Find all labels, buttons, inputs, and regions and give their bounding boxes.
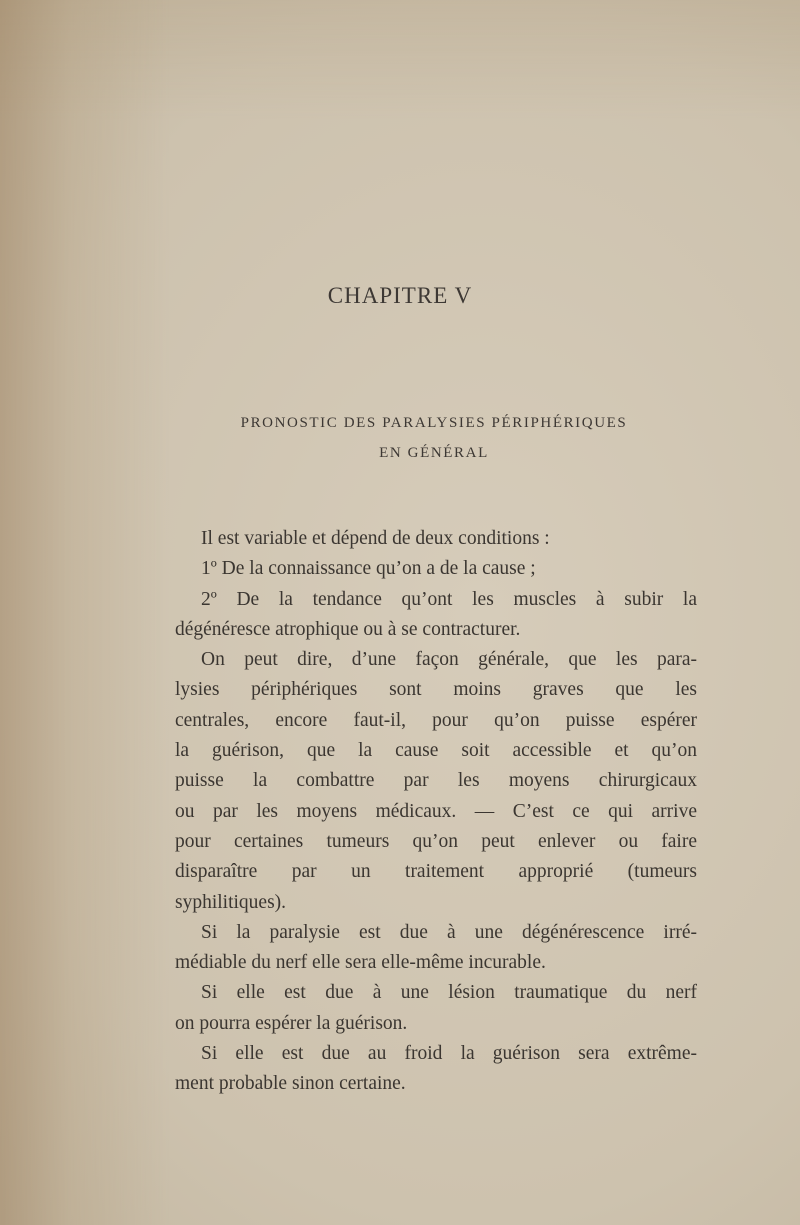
section-title-line-2: EN GÉNÉRAL [379, 445, 489, 461]
paragraph [175, 524, 697, 554]
text-line: centrales, encore faut-il, pour qu’on puisse espérer [175, 709, 697, 731]
paragraph [175, 554, 697, 584]
section-title [0, 408, 800, 468]
text-line: la guérison, que la cause soit accessible et qu’on [175, 740, 697, 762]
paragraph [175, 978, 697, 1039]
text-line: Si la paralysie est due à une dégénérescence irré- [201, 921, 697, 943]
paragraph [175, 585, 697, 646]
chapter-title: CHAPITRE V [327, 283, 473, 308]
text-line: on pourra espérer la guérison. [175, 1012, 408, 1034]
text-line: disparaître par un traitement approprié (tumeurs [175, 861, 697, 883]
section-title-line-1: PRONOSTIC DES PARALYSIES PÉRIPHÉRIQUES [240, 415, 628, 431]
paragraph [175, 918, 697, 979]
text-line: syphilitiques). [175, 891, 287, 913]
text-line: Si elle est due à une lésion traumatique du nerf [201, 982, 697, 1004]
text-line: ment probable sinon certaine. [175, 1073, 406, 1095]
text-line: puisse la combattre par les moyens chirurgicaux [175, 770, 697, 792]
text-line: médiable du nerf elle sera elle-même incurable. [175, 952, 546, 974]
text-line: Il est variable et dépend de deux conditions : [201, 528, 550, 549]
text-line: ou par les moyens médicaux. — C’est ce qui arrive [175, 800, 697, 822]
paragraph [175, 645, 697, 918]
text-line: lysies périphériques sont moins graves que les [175, 679, 697, 701]
text-line: 2º De la tendance qu’ont les muscles à subir la [201, 588, 697, 610]
body-text [175, 524, 697, 1100]
text-line: pour certaines tumeurs qu’on peut enlever ou faire [175, 830, 697, 852]
text-line: Si elle est due au froid la guérison sera extrême- [201, 1043, 697, 1065]
text-line: 1º De la connaissance qu’on a de la cause ; [201, 558, 536, 580]
text-line: On peut dire, d’une façon générale, que les para- [201, 649, 697, 671]
paragraph [175, 1039, 697, 1100]
text-line: dégénéresce atrophique ou à se contracturer. [175, 618, 521, 640]
